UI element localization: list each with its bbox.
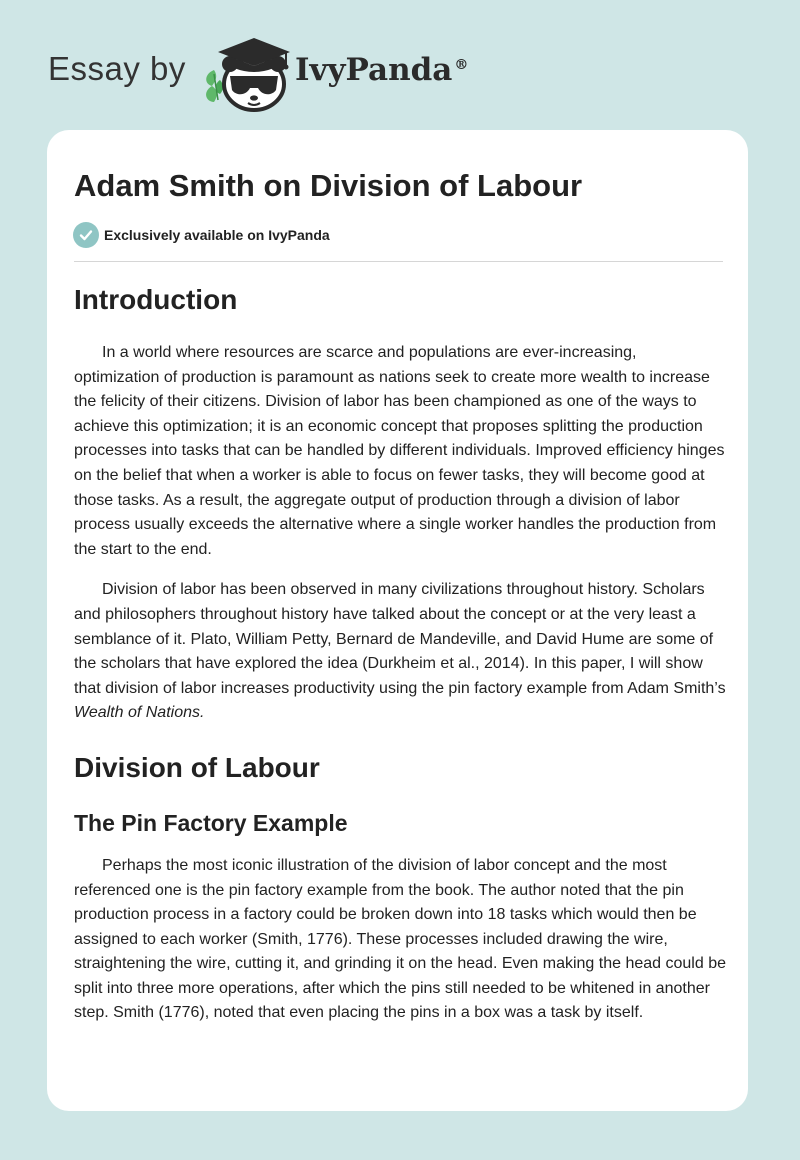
section-heading-division-of-labour: Division of Labour (74, 751, 320, 783)
article-card (47, 130, 748, 1111)
brand-name (295, 52, 468, 88)
paragraph: Perhaps the most iconic illustration of the division of labor concept and the most referenced one is the pin factory example from the book. The author noted that the pin production process in a factory could be broken down into 18 tasks which would then be assigned to each worker (Smith, 1776). These processes included drawing the wire, straightening the wire, cutting it, and grinding it on the head. Even making the head could be split into three more operations, after which the pins still needed to be whitened in another step. Smith (1776), noted that even placing the pins in a box was a task by itself. (74, 856, 726, 1022)
exclusive-badge-text: Exclusively available on IvyPanda (104, 227, 330, 243)
site-header (0, 0, 800, 130)
brand-name-text: IvyPanda (295, 52, 453, 88)
article-title: Adam Smith on Division of Labour (74, 168, 583, 203)
essay-by-label: Essay by (48, 50, 186, 87)
article-body (74, 276, 726, 1026)
paragraph-text: Division of labor has been observed in many civilizations throughout history. Scholars and philosophers throughout history have talked about the concept or at the very least a semblance of it. Plato, William Petty, Bernard de Mandeville, and David Hume are some of the scholars that have explored the idea (Durkheim et al., 2014). In this paper, I will show that division of labor increases productivity using the pin factory example from Adam Smith’s (74, 581, 726, 697)
section-heading-introduction: Introduction (74, 284, 238, 315)
ivypanda-logo-icon[interactable] (200, 34, 296, 112)
ivy-leaf-icon (206, 70, 223, 102)
registered-mark: ® (454, 56, 469, 73)
paragraph: In a world where resources are scarce and populations are ever-increasing, optimization of production is paramount as nations seek to create more wealth to increase the felicity of their citizens. Division of labor has been championed as one of the ways to achieve this optimization; it is an economic concept that proposes splitting the production processes into tasks that can be handled by different individuals. Improved efficiency hinges on the belief that when a worker is able to focus on fewer tasks, they will become good at those tasks. As a result, the aggregate output of production through a division of labor process usually exceeds the alternative where a single worker handles the production from the start to the end. (74, 344, 725, 558)
paragraph (74, 578, 726, 726)
check-circle-icon (73, 222, 99, 248)
book-title: Wealth of Nations. (74, 704, 205, 722)
subsection-heading-pin-factory: The Pin Factory Example (74, 809, 348, 836)
exclusive-badge (73, 222, 330, 248)
title-divider (74, 261, 723, 262)
